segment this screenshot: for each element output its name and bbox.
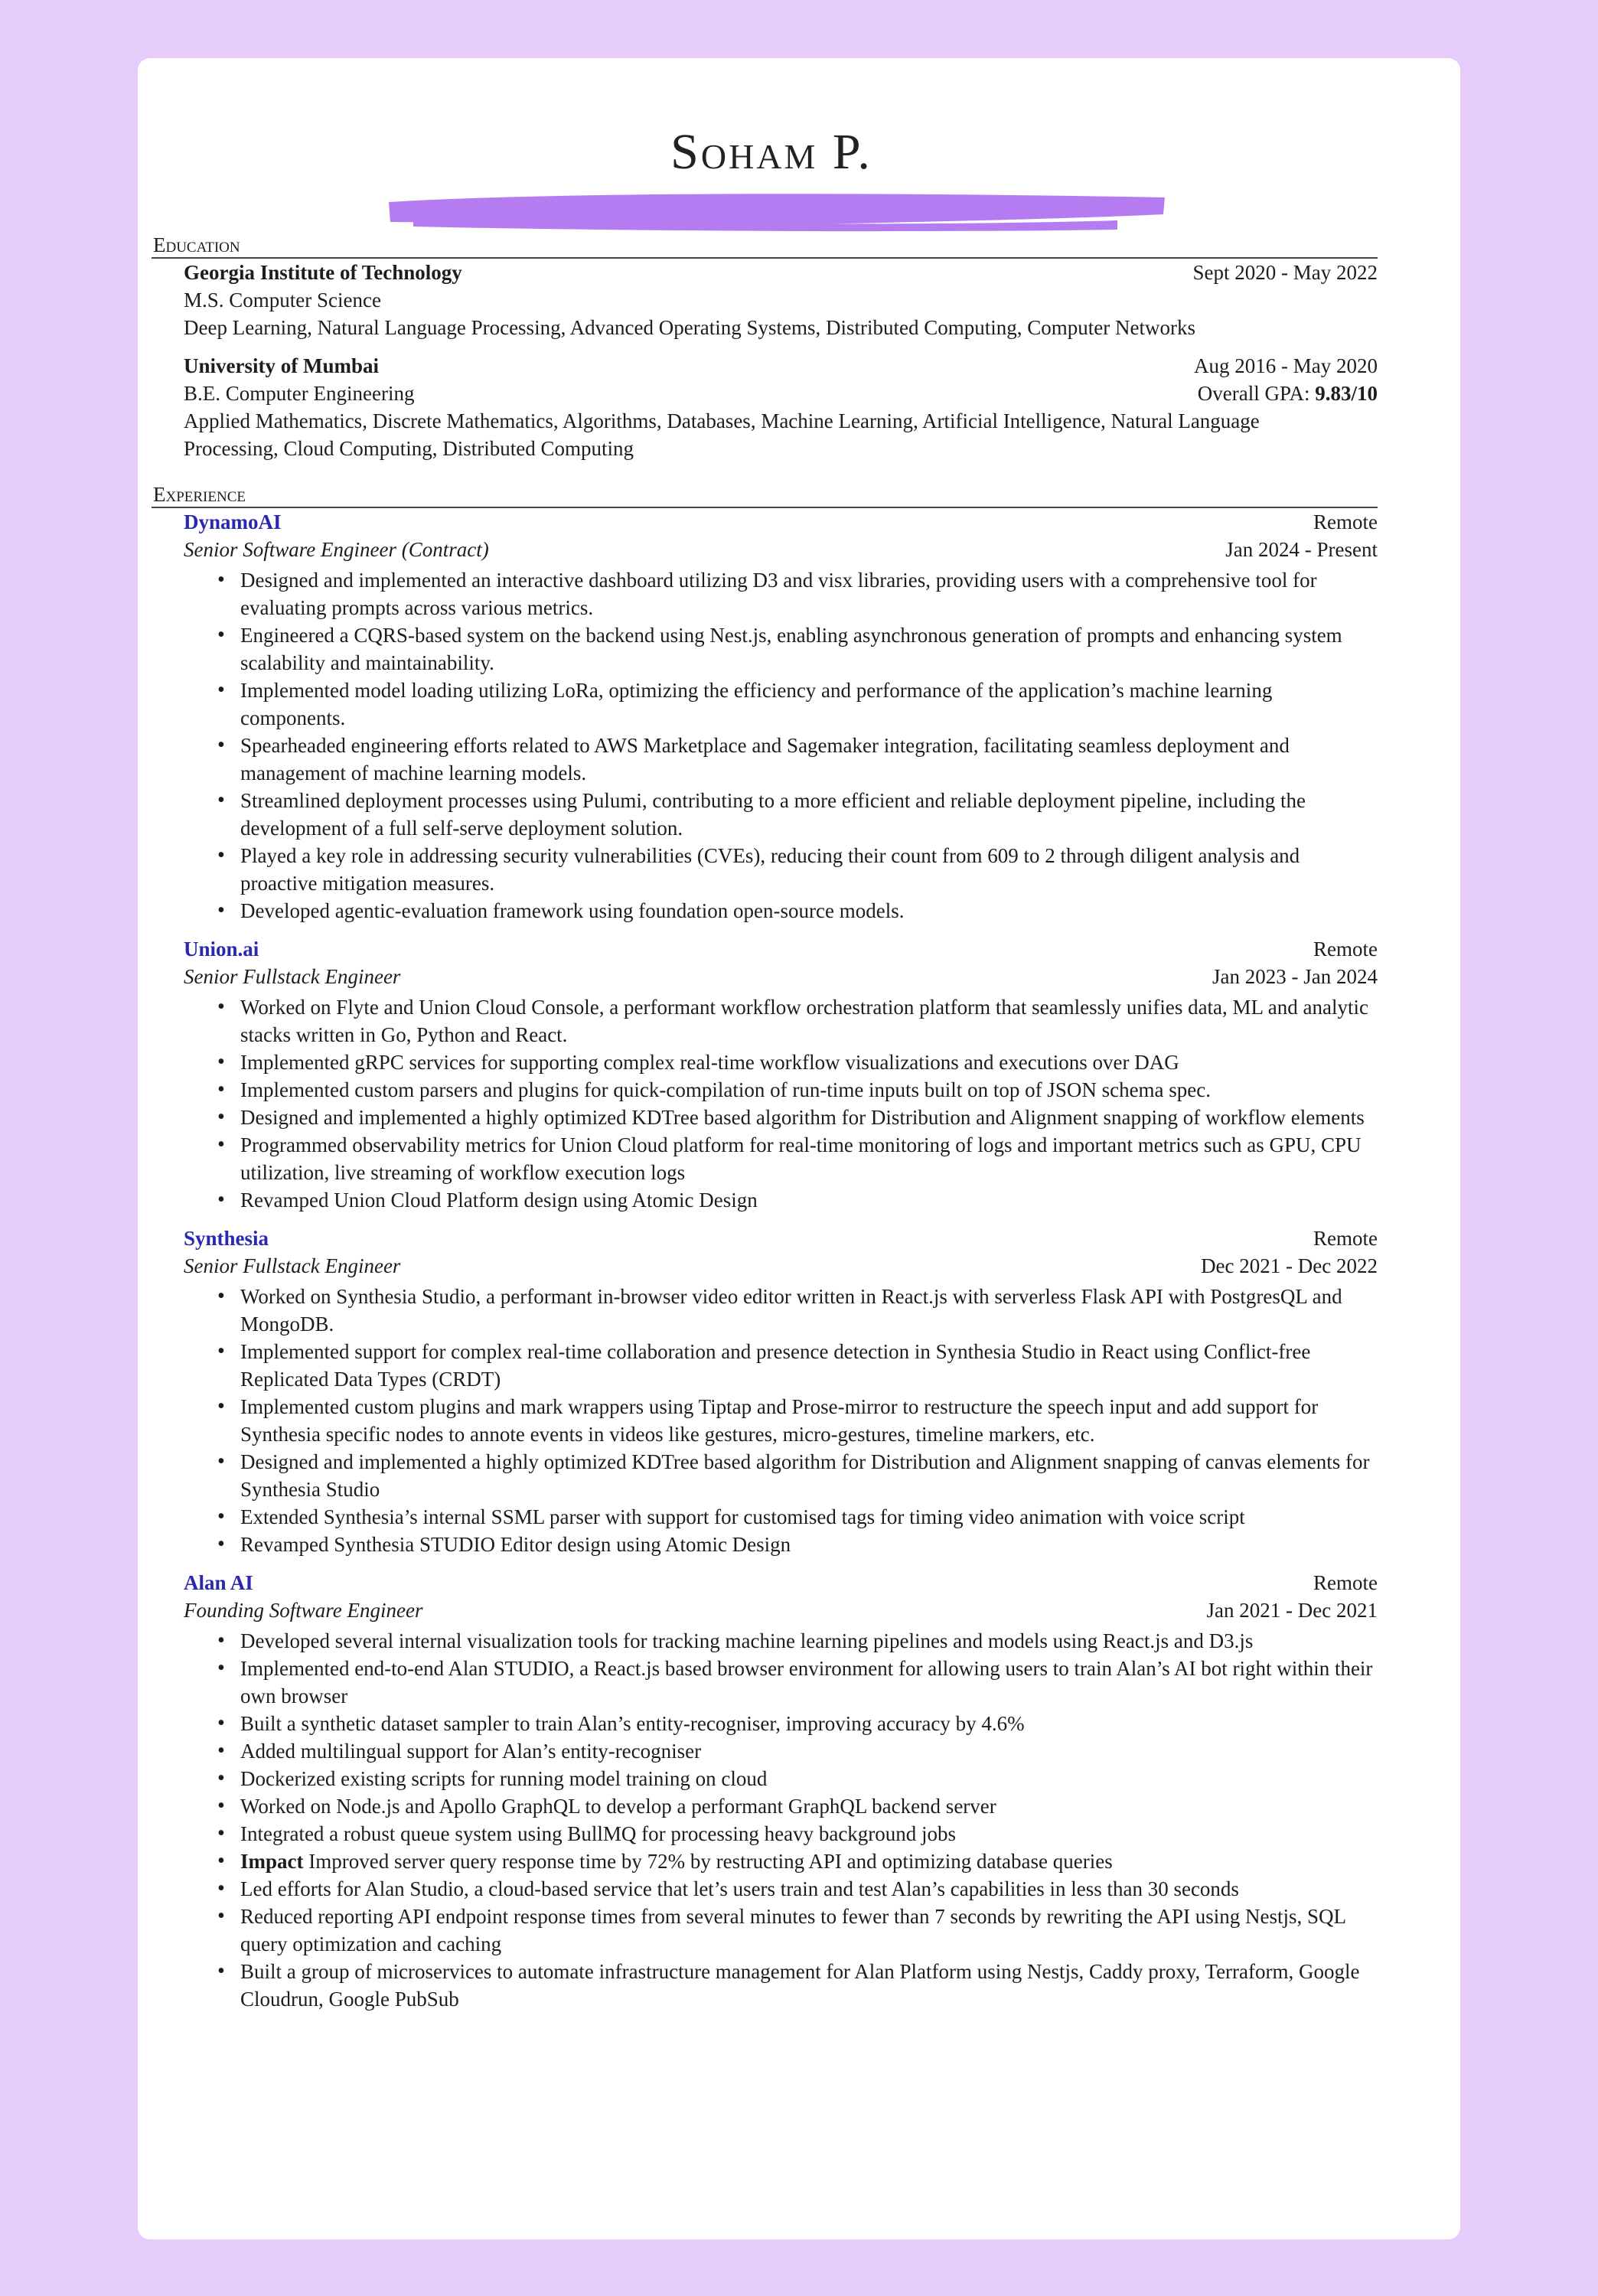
job-role: Senior Fullstack Engineer xyxy=(184,1254,401,1277)
job-bullet: • Played a key role in addressing security vulnerabilities (CVEs), reducing their count from 609 to 2 through diligent analysis and proactive mitigation measures. xyxy=(240,842,1378,897)
degree: M.S. Computer Science xyxy=(184,289,381,311)
company-name: Synthesia xyxy=(184,1227,269,1250)
experience-heading: Experience xyxy=(152,482,1378,508)
job-bullet: • Led efforts for Alan Studio, a cloud-based service that let’s users train and test Alan’s capabilities in less than 30 seconds xyxy=(240,1875,1378,1903)
education-entry xyxy=(184,352,1378,462)
impact-keyword: Impact xyxy=(240,1850,304,1873)
job-bullet: • Revamped Synthesia STUDIO Editor design using Atomic Design xyxy=(240,1531,1378,1558)
job-bullet: • Worked on Flyte and Union Cloud Console, a performant workflow orchestration platform that seamlessly unifies data, ML and analytic stacks written in Go, Python and React. xyxy=(240,993,1378,1049)
job-title-row xyxy=(184,1225,1378,1252)
job-bullet: • Dockerized existing scripts for running model training on cloud xyxy=(240,1765,1378,1792)
job-bullet: • Implemented model loading utilizing LoRa, optimizing the efficiency and performance of the application’s machine learning components. xyxy=(240,677,1378,732)
job-bullet: • Designed and implemented a highly optimized KDTree based algorithm for Distribution and Alignment snapping of workflow elements xyxy=(240,1104,1378,1131)
degree: B.E. Computer Engineering xyxy=(184,382,415,405)
job-bullet-list xyxy=(184,1627,1378,2013)
job-bullet: • Designed and implemented a highly optimized KDTree based algorithm for Distribution and Alignment snapping of canvas elements for Synthesia Studio xyxy=(240,1448,1378,1503)
job-role: Senior Fullstack Engineer xyxy=(184,965,401,988)
job-entry xyxy=(184,508,1378,925)
job-role: Founding Software Engineer xyxy=(184,1599,423,1622)
job-title-row xyxy=(184,935,1378,963)
job-bullet: • Spearheaded engineering efforts related to AWS Marketplace and Sagemaker integration, facilitating seamless deployment and management of machine learning models. xyxy=(240,732,1378,787)
job-bullet: • Worked on Node.js and Apollo GraphQL to develop a performant GraphQL backend server xyxy=(240,1792,1378,1820)
job-bullet: • Streamlined deployment processes using Pulumi, contributing to a more efficient and reliable deployment pipeline, including the development of a full self-serve deployment solution. xyxy=(240,787,1378,842)
education-list xyxy=(152,259,1378,462)
education-degree-row xyxy=(184,380,1378,407)
education-entry xyxy=(184,259,1378,341)
job-bullet: • Implemented custom parsers and plugins for quick-compilation of run-time inputs built on top of JSON schema spec. xyxy=(240,1076,1378,1104)
job-dates: Dec 2021 - Dec 2022 xyxy=(1201,1254,1378,1277)
job-dates: Jan 2023 - Jan 2024 xyxy=(1212,965,1378,988)
job-bullet-list xyxy=(184,1283,1378,1558)
job-bullet: • Built a group of microservices to automate infrastructure management for Alan Platform using Nestjs, Caddy proxy, Terraform, Google Cloudrun, Google PubSub xyxy=(240,1958,1378,2013)
company-name: DynamoAI xyxy=(184,510,282,533)
education-heading: Education xyxy=(152,233,1378,259)
job-bullet-list xyxy=(184,566,1378,925)
job-role-row xyxy=(184,1596,1378,1624)
job-role-row xyxy=(184,1252,1378,1280)
gpa-value: 9.83/10 xyxy=(1315,382,1378,405)
job-role: Senior Software Engineer (Contract) xyxy=(184,538,489,561)
job-entry xyxy=(184,1225,1378,1558)
job-bullet: • Extended Synthesia’s internal SSML parser with support for customised tags for timing video animation with voice script xyxy=(240,1503,1378,1531)
company-name: Union.ai xyxy=(184,938,259,960)
job-bullet: • Integrated a robust queue system using BullMQ for processing heavy background jobs xyxy=(240,1820,1378,1848)
job-bullet: • Reduced reporting API endpoint response times from several minutes to fewer than 7 seconds by rewriting the API using Nestjs, SQL query optimization and caching xyxy=(240,1903,1378,1958)
job-bullet: • Designed and implemented an interactive dashboard utilizing D3 and visx libraries, providing users with a comprehensive tool for evaluating prompts across various metrics. xyxy=(240,566,1378,621)
job-bullet: • Added multilingual support for Alan’s entity-recogniser xyxy=(240,1737,1378,1765)
education-degree-row xyxy=(184,286,1378,314)
job-bullet: • Implemented gRPC services for supporting complex real-time workflow visualizations and executions over DAG xyxy=(240,1049,1378,1076)
job-bullet: • Developed agentic-evaluation framework using foundation open-source models. xyxy=(240,897,1378,925)
redaction-scribble xyxy=(383,188,1171,233)
gpa xyxy=(1198,380,1378,407)
job-entry xyxy=(184,1569,1378,2013)
job-bullet: • Impact Improved server query response time by 72% by restructing API and optimizing database queries xyxy=(240,1848,1378,1875)
institution-name: University of Mumbai xyxy=(184,354,379,377)
job-title-row xyxy=(184,1569,1378,1596)
resume-page xyxy=(138,58,1460,2239)
coursework: Deep Learning, Natural Language Processing, Advanced Operating Systems, Distributed Computing, Computer Networks xyxy=(184,316,1195,339)
education-dates: Sept 2020 - May 2022 xyxy=(1192,261,1378,284)
job-bullet: • Implemented support for complex real-time collaboration and presence detection in Synthesia Studio in React using Conflict-free Replicated Data Types (CRDT) xyxy=(240,1338,1378,1393)
company-name: Alan AI xyxy=(184,1571,253,1594)
job-bullet: • Revamped Union Cloud Platform design using Atomic Design xyxy=(240,1186,1378,1214)
education-title-row xyxy=(184,352,1378,380)
job-role-row xyxy=(184,963,1378,990)
job-bullet: • Developed several internal visualization tools for tracking machine learning pipelines and models using React.js and D3.js xyxy=(240,1627,1378,1655)
job-dates: Jan 2024 - Present xyxy=(1225,538,1378,561)
job-bullet: • Implemented custom plugins and mark wrappers using Tiptap and Prose-mirror to restructure the speech input and add support for Synthesia specific nodes to annote events in videos like gestures, micro-gestures, timeline markers, etc. xyxy=(240,1393,1378,1448)
job-bullet: • Worked on Synthesia Studio, a performant in-browser video editor written in React.js with serverless Flask API with PostgresQL and MongoDB. xyxy=(240,1283,1378,1338)
job-role-row xyxy=(184,536,1378,563)
job-location: Remote xyxy=(1313,938,1378,960)
institution-name: Georgia Institute of Technology xyxy=(184,261,462,284)
job-location: Remote xyxy=(1313,1227,1378,1250)
job-bullet-list xyxy=(184,993,1378,1214)
candidate-name: Soham P. xyxy=(670,124,872,180)
job-location: Remote xyxy=(1313,1571,1378,1594)
job-bullet: • Engineered a CQRS-based system on the backend using Nest.js, enabling asynchronous generation of prompts and enhancing system scalability and maintainability. xyxy=(240,621,1378,677)
coursework: Applied Mathematics, Discrete Mathematics, Algorithms, Databases, Machine Learning, Artificial Intelligence, Natural Language Processing, Cloud Computing, Distributed Computing xyxy=(184,409,1260,460)
education-title-row xyxy=(184,259,1378,286)
education-dates: Aug 2016 - May 2020 xyxy=(1194,354,1378,377)
gpa-label: Overall GPA: xyxy=(1197,382,1316,405)
job-bullet: • Implemented end-to-end Alan STUDIO, a React.js based browser environment for allowing users to train Alan’s AI bot right within their own browser xyxy=(240,1655,1378,1710)
job-dates: Jan 2021 - Dec 2021 xyxy=(1206,1599,1378,1622)
experience-list xyxy=(152,508,1378,2013)
job-bullet: • Built a synthetic dataset sampler to train Alan’s entity-recogniser, improving accuracy by 4.6% xyxy=(240,1710,1378,1737)
job-bullet: • Programmed observability metrics for Union Cloud platform for real-time monitoring of logs and important metrics such as GPU, CPU utilization, live streaming of workflow execution logs xyxy=(240,1131,1378,1186)
redaction-stroke xyxy=(389,194,1165,225)
job-entry xyxy=(184,935,1378,1214)
job-title-row xyxy=(184,508,1378,536)
job-location: Remote xyxy=(1313,510,1378,533)
